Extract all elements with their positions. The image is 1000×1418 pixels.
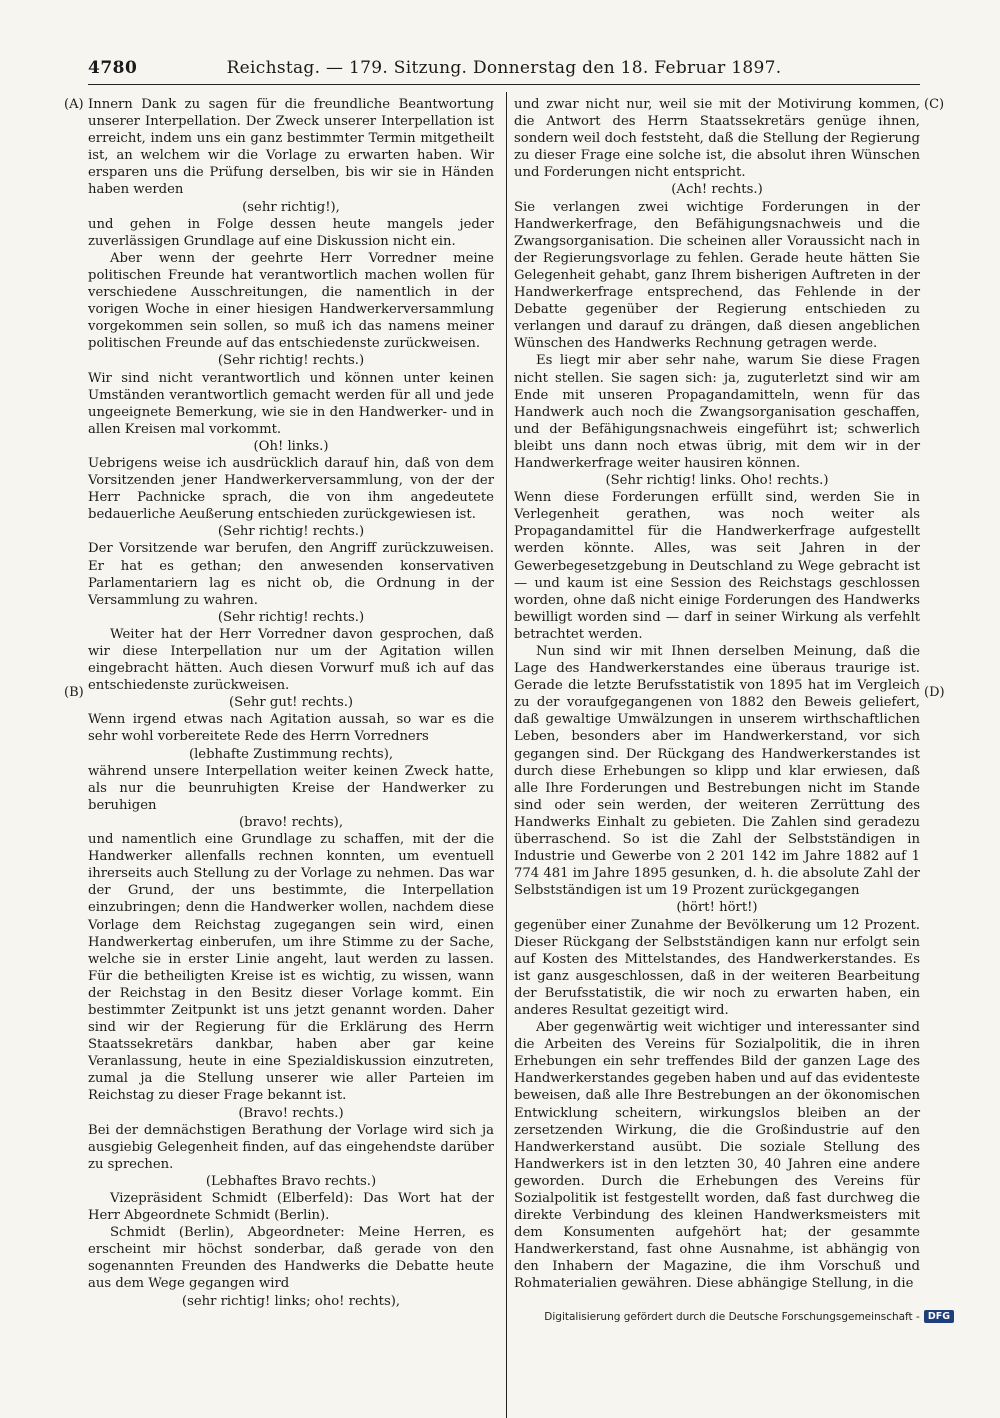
interjection: (Ach! rechts.) [671, 182, 763, 198]
column-divider [506, 92, 507, 1418]
interjection: (Sehr richtig! rechts.) [217, 524, 365, 540]
paragraph: Bei der demnächstigen Berathung der Vorlage wird sich ja ausgiebig Gelegenheit finden, auf das eingehendste darüber zu sprechen. [88, 1122, 494, 1172]
paragraph: Innern Dank zu sagen für die freundliche Beantwortung unserer Interpellation. Der Zweck unserer Interpellation ist erreicht, indem uns ein ganz bestimmter Termin mitgetheilt ist, an welchem wir die Vorlage zu erwarten haben. Wir ersparen uns die Prüfung derselben, bis wir sie in Händen haben werden [88, 97, 494, 198]
paragraph: Der Vorsitzende war berufen, den Angriff zurückzuweisen. Er hat es gethan; den anwesenden konservativen Parlamentariern lag es nicht ob, die Ordnung in der Versammlung zu wahren. [88, 541, 494, 608]
paragraph: Sie verlangen zwei wichtige Forderungen in der Handwerkerfrage, den Befähigungsnachweis und die Zwangsorganisation. Die scheinen aller Voraussicht nach in der Regierungsvorlage zu fehlen. Gerade heute hätten Sie Gelegenheit gehabt, ganz Ihrem bisherigen Auftreten in der Handwerkerfrage entsprechend, das Fehlende in der Debatte gegenüber der Regierung entschieden zu verlangen und darauf zu drängen, daß diesen angeblichen Wünschen des Handwerks Rechnung getragen werde. [514, 199, 920, 352]
paragraph: Aber wenn der geehrte Herr Vorredner meine politischen Freunde hat verantwortlich machen wollen für verschiedene Ausschreitungen, die namentlich in der vorigen Woche in einer hiesigen Handwerkerversammlung vorgekommen sein sollen, so muß ich das namens meiner politischen Freunde auf das entschiedenste zurückweisen. [88, 250, 494, 352]
paragraph: Nun sind wir mit Ihnen derselben Meinung, daß die Lage des Handwerkerstandes eine überaus traurige ist. Gerade die letzte Berufsstatistik von 1895 hat im Vergleich zu der voraufgegangenen von 1882 den Beweis geliefert, daß gewaltige Umwälzungen in unserem wirthschaftlichen Leben, besonders aber im Handwerkerstand, vor sich gegangen sind. Der Rückgang des Handwerkerstandes ist durch diese Erhebungen so klipp und klar erwiesen, daß alle Ihre Forderungen und Bestrebungen nicht im Stande sind oder sein werden, der weiteren Zerrüttung des Handwerks Einhalt zu gebieten. Die Zahlen sind geradezu überraschend. So ist die Zahl der Selbstständigen in Industrie und Gewerbe von 2 201 142 im Jahre 1882 auf 1 774 481 im Jahre 1895 gesunken, d. h. die absolute Zahl der Selbstständigen ist um 19 Prozent zurückgegangen [514, 644, 920, 899]
interjection: (Lebhaftes Bravo rechts.) [205, 1173, 377, 1189]
margin-marker-a: (A) [64, 97, 84, 112]
paragraph: und zwar nicht nur, weil sie mit der Motivirung kommen, die Antwort des Herrn Staatssekretärs genüge ihnen, sondern weil doch feststeht, daß die Stellung der Regierung zu dieser Frage eine solche ist, die absolut ihren Wünschen und Forderungen nicht entspricht. [514, 97, 920, 181]
paragraph: Wenn irgend etwas nach Agitation aussah, so war es die sehr wohl vorbereitete Rede des Herrn Vorredners [88, 712, 494, 745]
page-number: 4780 [88, 58, 138, 78]
paragraph: Weiter hat der Herr Vorredner davon gesprochen, daß wir diese Interpellation nur um der Agitation willen eingebracht hätten. Auch diesen Vorwurf muß ich auf das entschiedenste zurückweisen. [88, 626, 494, 694]
paragraph: und namentlich eine Grundlage zu schaffen, mit der die Handwerker allenfalls rechnen konnten, um eventuell ihrerseits auch Stellung zu der Vorlage zu nehmen. Das war der Grund, der uns bestimmte, die Interpellation einzubringen; denn die Handwerker wollen, nachdem diese Vorlage dem Reichstag zugegangen sein wird, einen Handwerkertag einberufen, um ihre Stimme zu der Sache, welche sie in erster Linie angeht, laut werden zu lassen. Für die betheiligten Kreise ist es wichtig, zu wissen, wann der Reichstag in den Besitz dieser Vorlage kommt. Ein bestimmter Zeitpunkt ist uns jetzt genannt worden. Daher sind wir der Regierung für die Erklärung des Herrn Staatssekretärs dankbar, haben aber gar keine Veranlassung, heute in eine Spezialdiskussion einzutreten, zumal ja die Stellung unserer wie aller Parteien im Reichstag zu dieser Frage bekannt ist. [88, 832, 494, 1104]
margin-marker-c: (C) [924, 97, 945, 112]
footer-credit-text: Digitalisierung gefördert durch die Deutsche Forschungsgemeinschaft - [544, 1310, 920, 1323]
running-title: Reichstag. — 179. Sitzung. Donnerstag den 18. Februar 1897. [226, 58, 782, 78]
interjection: (sehr richtig! links; oho! rechts), [181, 1293, 401, 1309]
paragraph: Wenn diese Forderungen erfüllt sind, werden Sie in Verlegenheit gerathen, was noch weiter als Propagandamittel für die Handwerkerfrage aufgestellt werden könnte. Alles, was seit Jahren in der Gewerbegesetzgebung in Deutschland zu Wege gebracht ist — und kaum ist eine Session des Reichstags geschlossen worden, ohne daß nicht einige Forderungen des Handwerks bewilligt worden sind — darf in seiner Wirkung als verfehlt betrachtet werden. [514, 490, 920, 642]
interjection: (Sehr richtig! rechts.) [217, 609, 365, 625]
interjection: (Oh! links.) [253, 438, 329, 454]
interjection: (Sehr richtig! rechts.) [217, 353, 365, 369]
page-header [88, 56, 920, 80]
interjection: (bravo! rechts), [238, 814, 344, 830]
interjection: (hört! hört!) [676, 900, 758, 916]
margin-marker-d: (D) [924, 685, 945, 700]
paragraph: gegenüber einer Zunahme der Bevölkerung um 12 Prozent. Dieser Rückgang der Selbstständigen kann nur erfolgt sein auf Kosten des Mittelstandes, des Handwerkerstandes. Es ist ganz ausgeschlossen, daß in der weiteren Bearbeitung der Berufsstatistik, die wir noch zu erwarten haben, ein anderes Resultat gezeitigt wird. [514, 917, 920, 1018]
paragraph: Uebrigens weise ich ausdrücklich darauf hin, daß von dem Vorsitzenden jener Handwerkerversammlung, von der der Herr Pachnicke sprach, die von ihm angedeutete bedauerliche Aeußerung entschieden zurückgewiesen ist. [88, 455, 494, 523]
interjection: (lebhafte Zustimmung rechts), [188, 746, 394, 762]
paragraph: und gehen in Folge dessen heute mangels jeder zuverlässigen Grundlage auf eine Diskussion nicht ein. [88, 216, 494, 249]
interjection: (Bravo! rechts.) [238, 1105, 344, 1121]
interjection: (Sehr richtig! links. Oho! rechts.) [605, 473, 829, 489]
footer-credit [544, 1310, 954, 1323]
speaker-turn-vizepraesident: Vizepräsident Schmidt (Elberfeld): Das Wort hat der Herr Abgeordnete Schmidt (Berlin). [88, 1191, 494, 1224]
paragraph: Es liegt mir aber sehr nahe, warum Sie diese Fragen nicht stellen. Sie sagen sich: ja, zuguterletzt sind wir am Ende mit unseren Propagandamitteln, wenn für das Handwerk auch noch die Zwangsorganisation geschaffen, und der Befähigungsnachweis eingeführt ist; schwerlich bleibt uns dann noch etwas übrig, mit dem wir in der Handwerkerfrage weiter hausiren können. [514, 353, 920, 471]
right-column [514, 96, 920, 1293]
paragraph: Aber gegenwärtig weit wichtiger und interessanter sind die Arbeiten des Vereins für Sozialpolitik, die in ihren Erhebungen ein sehr treffendes Bild der ganzen Lage des Handwerkerstandes gegeben haben und auf das evidenteste beweisen, daß alle Ihre Bestrebungen an der ökonomischen Entwicklung scheitern, wirkungslos bleiben an der zersetzenden Wirkung, die die Großindustrie auf den Handwerkerstand ausübt. Die soziale Stellung des Handwerkers ist in den letzten 30, 40 Jahren eine andere geworden. Durch die Erhebungen des Vereins für Sozialpolitik ist festgestellt worden, daß fast durchweg die direkte Verbindung des kleinen Handwerksmeisters mit dem Konsumenten aufgehört hat; der gesammte Handwerkerstand, fast ohne Ausnahme, ist abhängig von den Inhabern der Magazine, die ihm Vorschuß und Rohmaterialien gewähren. Diese abhängige Stellung, in die [514, 1020, 920, 1292]
paragraph: Wir sind nicht verantwortlich und können unter keinen Umständen verantwortlich gemacht werden für all und jede ungeeignete Bemerkung, wie sie in den Handwerker- und in allen Kreisen mal vorkommt. [88, 370, 494, 437]
left-column [88, 96, 494, 1310]
paragraph: während unsere Interpellation weiter keinen Zweck hatte, als nur die beunruhigten Kreise der Handwerker zu beruhigen [88, 763, 494, 813]
interjection: (sehr richtig!), [242, 199, 340, 215]
interjection: (Sehr gut! rechts.) [228, 695, 354, 711]
dfg-logo: DFG [924, 1310, 954, 1323]
header-rule [88, 84, 920, 85]
speaker-turn-schmidt: Schmidt (Berlin), Abgeordneter: Meine Herren, es erscheint mir höchst sonderbar, daß gerade von den sogenannten Freunden des Handwerks die Debatte heute aus dem Wege gegangen wird [88, 1225, 494, 1292]
margin-marker-b: (B) [64, 685, 84, 700]
